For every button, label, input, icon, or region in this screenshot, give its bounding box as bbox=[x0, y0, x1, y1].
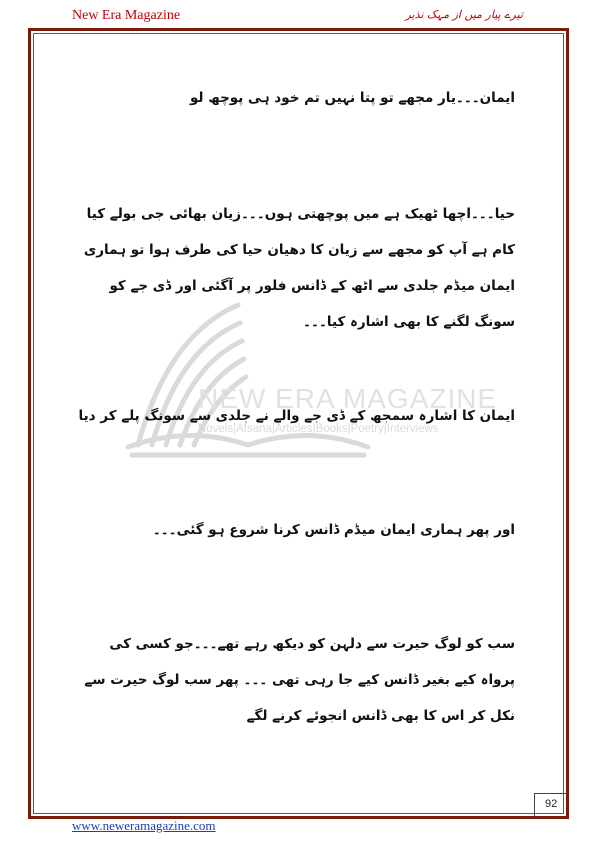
paragraph-2: حیا۔۔۔اچھا ٹھیک ہے میں پوچھتی ہوں۔۔۔زیان بھائی جی بولے کیا کام ہے آپ کو مجھے سے زیان کا دھیان حیا کی طرف ہوا تو ہماری ایمان میڈم جلدی سے اٹھ کے ڈانس فلور پر آگئی اور ڈی جے کو سونگ لگنے کا بھی اشارہ کیا۔۔۔ bbox=[83, 206, 515, 330]
watermark-title: NEW ERA MAGAZINE bbox=[198, 383, 498, 414]
magazine-title: New Era Magazine bbox=[72, 8, 181, 23]
story-title: تیرے پیار میں از مہک نذیر bbox=[405, 8, 523, 21]
paragraph-1: ایمان۔۔۔یار مجھے تو پتا نہیں تم خود ہی پوچھ لو bbox=[189, 90, 515, 106]
website-link[interactable]: www.neweramagazine.com bbox=[72, 818, 216, 833]
paragraph-4: اور پھر ہماری ایمان میڈم ڈانس کرنا شروع ہو گئی۔۔۔ bbox=[152, 522, 515, 538]
page-number: 92 bbox=[545, 798, 558, 810]
paragraph-3: ایمان کا اشارہ سمجھ کے ڈی جے والے نے جلدی سے سونگ پلے کر دیا bbox=[78, 408, 515, 424]
watermark-subtitle: Novels|Afsana|Articles|Books|Poetry|Interviews bbox=[198, 423, 439, 435]
paragraph-5: سب کو لوگ حیرت سے دلہن کو دیکھ رہے تھے۔۔۔جو کسی کی پرواہ کیے بغیر ڈانس کیے جا رہی تھی ۔۔۔ پھر سب لوگ حیرت سے نکل کر اس کا بھی ڈانس انجوئے کرنے لگے bbox=[84, 636, 515, 724]
